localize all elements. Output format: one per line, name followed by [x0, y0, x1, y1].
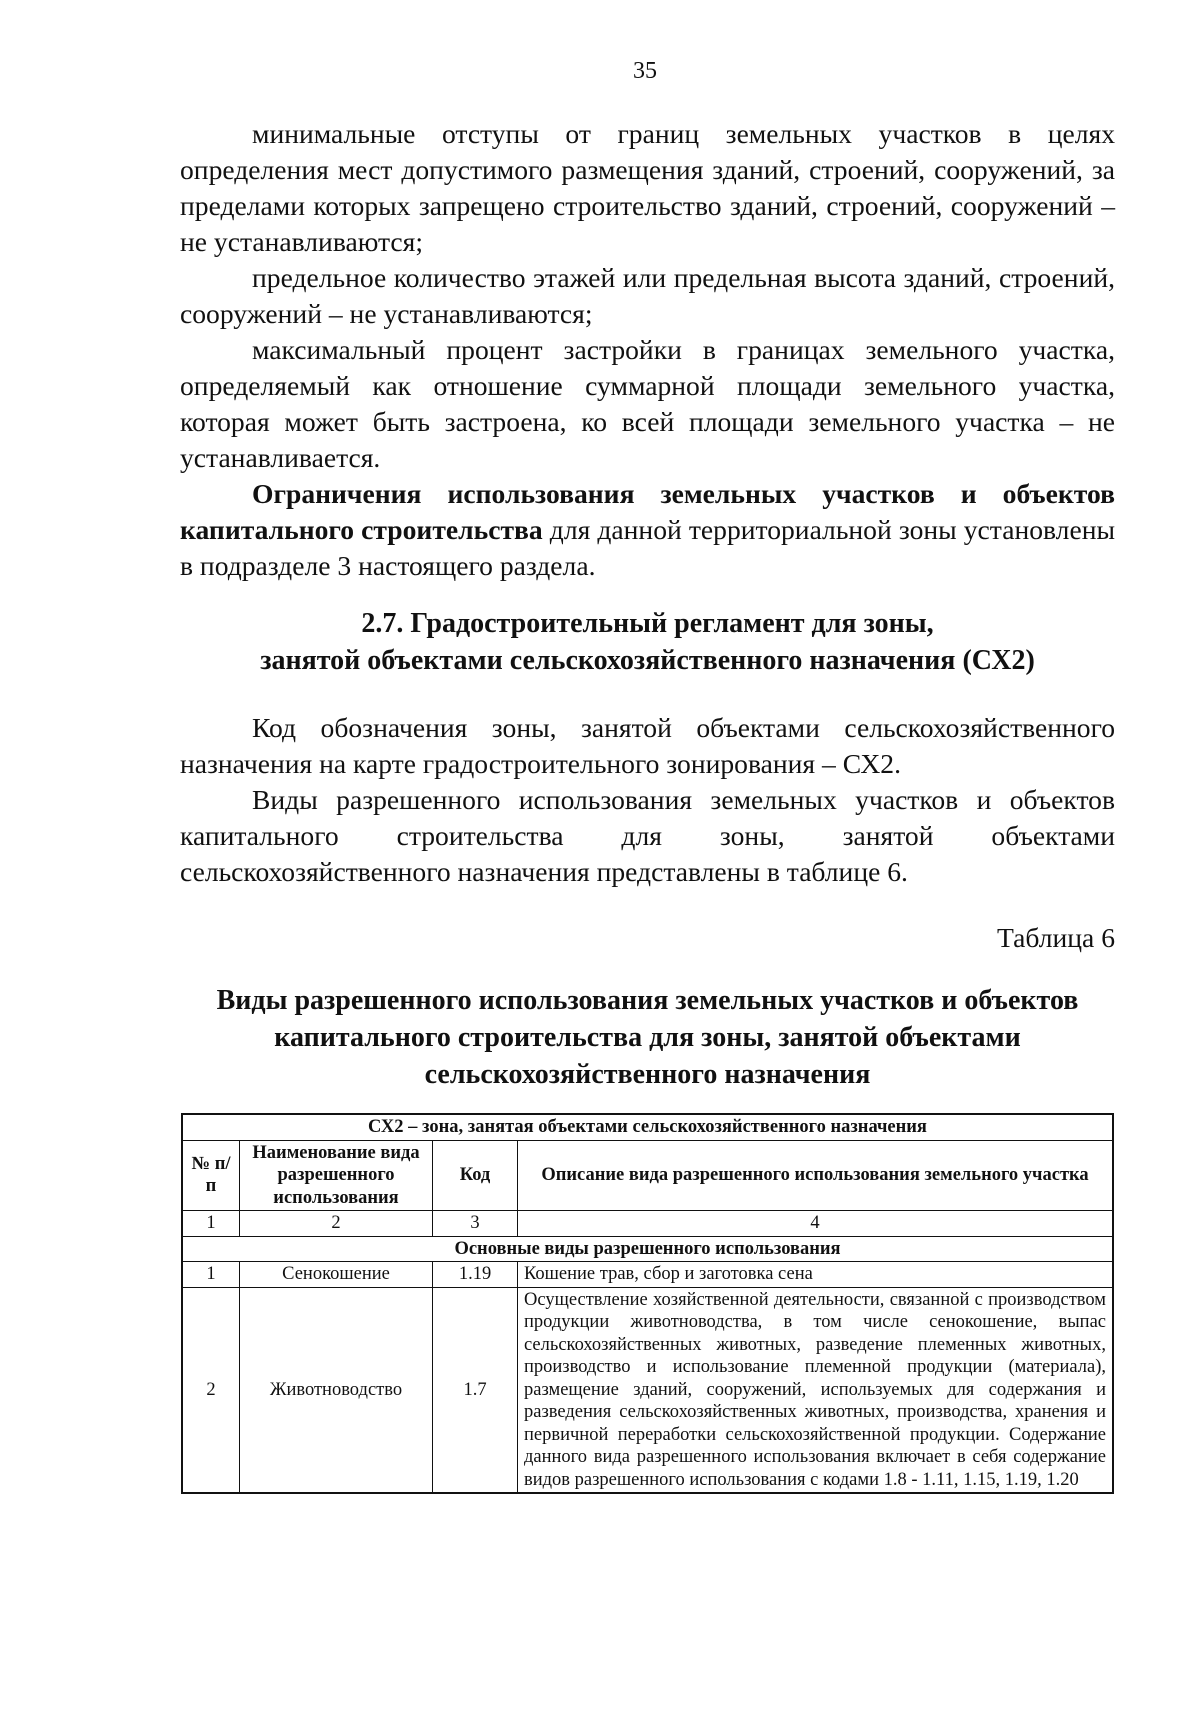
col-number-1: 1 — [182, 1211, 240, 1237]
table-row — [182, 1262, 1113, 1288]
header-desc: Описание вида разрешенного использования земельного участка — [518, 1140, 1114, 1211]
group-heading: Основные виды разрешенного использования — [182, 1236, 1113, 1262]
group-row — [182, 1236, 1113, 1262]
row-desc: Кошение трав, сбор и заготовка сена — [518, 1262, 1114, 1288]
table-title-line2: капитального строительства для зоны, занятой объектами — [274, 1022, 1021, 1053]
table-label: Таблица 6 — [996, 922, 1115, 953]
table-header-row — [182, 1140, 1113, 1211]
paragraph-zone-types: Виды разрешенного использования земельных участков и объектов капитального строительства для зоны, занятой объектами сельскохозяйственного назначения представлены в таблице 6. — [180, 784, 1115, 887]
row-code: 1.19 — [433, 1262, 518, 1288]
table-title-line3: сельскохозяйственного назначения — [424, 1059, 871, 1090]
row-name: Животноводство — [240, 1287, 433, 1493]
body-text — [180, 116, 1115, 584]
section-heading — [180, 605, 1115, 679]
header-code: Код — [433, 1140, 518, 1211]
row-name: Сенокошение — [240, 1262, 433, 1288]
row-num: 1 — [182, 1262, 240, 1288]
zone-text — [180, 710, 1115, 890]
row-num: 2 — [182, 1287, 240, 1493]
col-number-3: 3 — [433, 1211, 518, 1237]
table-title-line1: Виды разрешенного использования земельных участков и объектов — [216, 985, 1079, 1016]
paragraph-zone-code: Код обозначения зоны, занятой объектами сельскохозяйственного назначения на карте градостроительного зонирования – СХ2. — [180, 712, 1115, 779]
restrictions-bold: Ограничения использования земельных участков и объектов капитального строительства — [180, 478, 1115, 545]
restrictions-rest: для данной территориальной зоны установлены в подразделе 3 настоящего раздела. — [180, 514, 1115, 581]
table-row — [182, 1287, 1113, 1493]
header-name: Наименование вида разрешенного использования — [240, 1140, 433, 1211]
col-number-2: 2 — [240, 1211, 433, 1237]
paragraph-setbacks: минимальные отступы от границ земельных участков в целях определения мест допустимого размещения зданий, строений, сооружений, за пределами которых запрещено строительство зданий, строений, сооружений – не устанавливаются; — [180, 118, 1115, 257]
col-number-4: 4 — [518, 1211, 1114, 1237]
table-title — [180, 982, 1115, 1093]
paragraph-coverage: максимальный процент застройки в границах земельного участка, определяемый как отношение суммарной площади земельного участка, которая может быть застроена, ко всей площади земельного участка – не устанавливается. — [180, 334, 1115, 473]
section-heading-line1: 2.7. Градостроительный регламент для зоны, — [361, 608, 934, 639]
column-number-row — [182, 1211, 1113, 1237]
table-caption: СХ2 – зона, занятая объектами сельскохозяйственного назначения — [182, 1114, 1113, 1140]
row-code: 1.7 — [433, 1287, 518, 1493]
page-number: 35 — [633, 58, 657, 84]
table-caption-row — [182, 1114, 1113, 1140]
paragraph-restrictions — [180, 476, 1115, 584]
permitted-uses-table — [181, 1113, 1114, 1494]
section-heading-line2: занятой объектами сельскохозяйственного назначения (СХ2) — [260, 645, 1035, 676]
row-desc: Осуществление хозяйственной деятельности, связанной с производством продукции животноводства, в том числе сенокошение, выпас сельскохозяйственных животных, разведение племенных животных, производство и использование племенной продукции (материала), размещение зданий, сооружений, используемых для содержания и разведения сельскохозяйственных животных, производства, хранения и первичной переработки сельскохозяйственной продукции. Содержание данного вида разрешенного использования включает в себя содержание видов разрешенного использования с кодами 1.8 - 1.11, 1.15, 1.19, 1.20 — [518, 1287, 1114, 1493]
header-num: № п/п — [182, 1140, 240, 1211]
paragraph-floors: предельное количество этажей или предельная высота зданий, строений, сооружений – не устанавливаются; — [180, 262, 1115, 329]
